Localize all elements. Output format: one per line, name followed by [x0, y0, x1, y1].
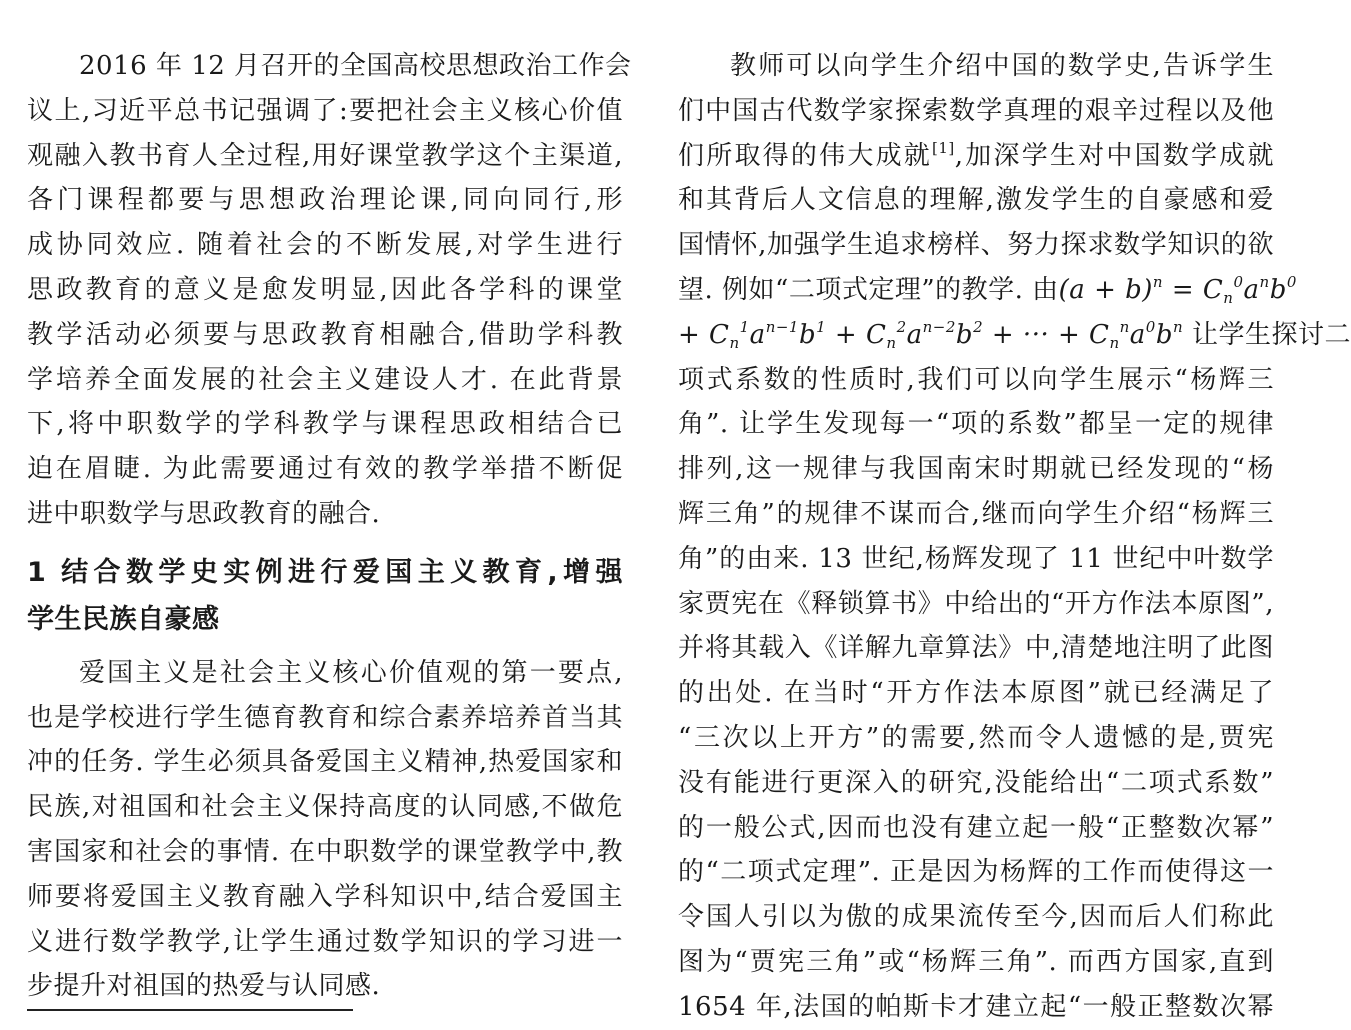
- text-line: 教学活动必须要与思政教育相融合,借助学科教: [27, 319, 623, 350]
- text-line: 国情怀,加强学生追求榜样、努力探求数学知识的欲: [678, 230, 1274, 261]
- text-line: 进中职数学与思政教育的融合.: [27, 498, 381, 529]
- text-line: 害国家和社会的事情. 在中职数学的课堂教学中,教: [27, 836, 623, 867]
- citation-mark: [1]: [932, 138, 955, 157]
- text-segment: 让学生探讨二: [1191, 319, 1351, 350]
- intro-paragraph: [27, 44, 632, 537]
- text-line: 排列,这一规律与我国南宋时期就已经发现的“杨: [678, 454, 1274, 485]
- text-line: “三次以上开方”的需要,然而令人遗憾的是,贾宪: [678, 722, 1274, 753]
- text-line: 没有能进行更深入的研究,没能给出“二项式系数”: [678, 767, 1274, 798]
- text-line: 图为“贾宪三角”或“杨辉三角”. 而西方国家,直到: [678, 946, 1274, 977]
- text-line: 下,将中职数学的学科教学与课程思政相结合已: [27, 409, 623, 440]
- binomial-formula-end: + $C_n^1a^{n-1}b^1 + C_n^2a^{n-2}b^2$ + ··· + $C_n^na^0b^n$: [678, 317, 1184, 352]
- text-line: 议上,习近平总书记强调了:要把社会主义核心价值: [27, 95, 623, 126]
- text-line: 思政教育的意义是愈发明显,因此各学科的课堂: [27, 274, 623, 305]
- text-line: 民族,对祖国和社会主义保持高度的认同感,不做危: [27, 792, 623, 823]
- text-line: 1654 年,法国的帕斯卡才建立起“一般正整数次幂: [678, 991, 1274, 1022]
- text-line: 的一般公式,因而也没有建立起一般“正整数次幂”: [678, 812, 1274, 843]
- text-line: 的出处. 在当时“开方作法本原图”就已经满足了: [678, 678, 1274, 709]
- footnote-divider: [27, 1009, 353, 1011]
- text-line: 学培养全面发展的社会主义建设人才. 在此背景: [27, 364, 623, 395]
- binomial-formula-start: $(a + b)^n = C_n^0a^nb^0$: [1058, 272, 1297, 307]
- text-line: 角”. 让学生发现每一“项的系数”都呈一定的规律: [678, 409, 1274, 440]
- left-column: [27, 44, 632, 1009]
- text-line: 冲的任务. 学生必须具备爱国主义精神,热爱国家和: [27, 747, 623, 778]
- text-line: 的“二项式定理”. 正是因为杨辉的工作而使得这一: [678, 857, 1274, 888]
- text-line: 成协同效应. 随着社会的不断发展,对学生进行: [27, 230, 623, 261]
- formula-line: [678, 313, 1351, 358]
- section-paragraph: [27, 651, 623, 1009]
- text-line: 和其背后人文信息的理解,激发学生的自豪感和爱: [678, 185, 1274, 216]
- text-line: 辉三角”的规律不谋而合,继而向学生介绍“杨辉三: [678, 498, 1274, 529]
- text-segment: 望. 例如“二项式定理”的教学. 由: [678, 274, 1059, 305]
- text-line: 并将其载入《详解九章算法》中,清楚地注明了此图: [678, 633, 1274, 664]
- section-heading: [27, 549, 623, 643]
- text-line: 2016 年 12 月召开的全国高校思想政治工作会: [79, 51, 632, 81]
- text-line: 也是学校进行学生德育教育和综合素养培养首当其: [27, 702, 623, 733]
- text-line: 各门课程都要与思想政治理论课,同向同行,形: [27, 185, 623, 216]
- text-line: 义进行数学教学,让学生通过数学知识的学习进一: [27, 926, 623, 957]
- text-line: 们中国古代数学家探索数学真理的艰辛过程以及他: [678, 95, 1274, 126]
- text-line: 教师可以向学生介绍中国的数学史,告诉学生: [730, 51, 1274, 81]
- right-column: [678, 44, 1351, 1030]
- text-line: 师要将爱国主义教育融入学科知识中,结合爱国主: [27, 881, 623, 912]
- text-line: 令国人引以为傲的成果流传至今,因而后人们称此: [678, 902, 1274, 933]
- formula-line: [678, 268, 1297, 313]
- heading-line: 1 结合数学史实例进行爱国主义教育,增强: [27, 556, 623, 588]
- text-line: 项式系数的性质时,我们可以向学生展示“杨辉三: [678, 364, 1274, 395]
- text-line: 步提升对祖国的热爱与认同感.: [27, 971, 381, 1002]
- text-segment: 们所取得的伟大成就: [678, 140, 933, 171]
- heading-line: 学生民族自豪感: [27, 603, 220, 635]
- text-line: 迫在眉睫. 为此需要通过有效的教学举措不断促: [27, 454, 623, 485]
- text-line: 家贾宪在《释锁算书》中给出的“开方作法本原图”,: [678, 588, 1274, 619]
- text-line-with-citation: [678, 134, 1274, 179]
- text-line: 角”的由来. 13 世纪,杨辉发现了 11 世纪中叶数学: [678, 543, 1274, 574]
- text-line: 观融入教书育人全过程,用好课堂教学这个主渠道,: [27, 140, 623, 171]
- text-segment: ,加深学生对中国数学成就: [954, 140, 1274, 171]
- text-line: 爱国主义是社会主义核心价值观的第一要点,: [79, 657, 623, 688]
